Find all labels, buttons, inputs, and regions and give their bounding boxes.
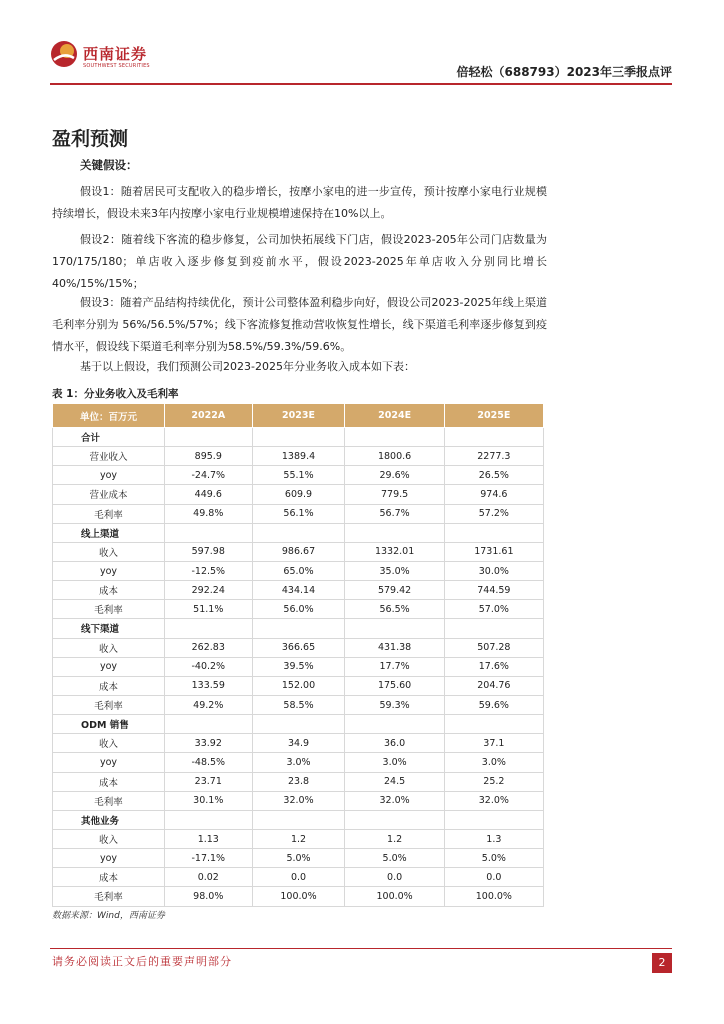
table-row [53,868,544,887]
table-cell [252,619,345,638]
row-label: 毛利率 [53,504,165,523]
table-cell: 56.1% [252,504,345,523]
table-cell: 39.5% [252,657,345,676]
table-cell: 3.0% [345,753,444,772]
row-label: 其他业务 [53,810,165,829]
table-cell [252,715,345,734]
table-row [53,753,544,772]
row-label: yoy [53,561,165,580]
table-row [53,600,544,619]
table-cell: 5.0% [252,849,345,868]
table-cell [165,715,253,734]
table-cell [444,428,543,447]
table-cell: 1.2 [252,829,345,848]
section-title: 盈利预测 [52,128,129,150]
table-cell: -24.7% [165,466,253,485]
table-cell: 597.98 [165,542,253,561]
table-cell [444,810,543,829]
table-row [53,485,544,504]
table-cell: 292.24 [165,581,253,600]
table-cell: 56.5% [345,600,444,619]
row-label: 成本 [53,868,165,887]
table-cell: 1.13 [165,829,253,848]
table-cell: 3.0% [252,753,345,772]
table-cell: 49.2% [165,695,253,714]
table-cell: 0.02 [165,868,253,887]
footer-divider [50,948,672,949]
table-cell: 2277.3 [444,447,543,466]
table-cell: 579.42 [345,581,444,600]
table-row [53,887,544,906]
table-cell: 3.0% [444,753,543,772]
row-label: ODM 销售 [53,715,165,734]
row-label: 营业收入 [53,447,165,466]
table-cell [252,428,345,447]
table-cell: 24.5 [345,772,444,791]
row-label: 成本 [53,581,165,600]
table-cell: 30.1% [165,791,253,810]
table-cell: 57.2% [444,504,543,523]
table-cell [345,523,444,542]
table-header-cell: 2023E [252,404,345,428]
table-group-row [53,523,544,542]
table-cell: 36.0 [345,734,444,753]
table-cell: 100.0% [252,887,345,906]
row-label: 毛利率 [53,695,165,714]
table-cell: 26.5% [444,466,543,485]
table-row [53,676,544,695]
table-cell: 32.0% [345,791,444,810]
table-cell: 744.59 [444,581,543,600]
row-label: yoy [53,849,165,868]
table-cell: 17.6% [444,657,543,676]
table-cell: -12.5% [165,561,253,580]
table-cell: 98.0% [165,887,253,906]
table-header-row [53,404,544,428]
table-row [53,561,544,580]
table-group-row [53,619,544,638]
table-cell: 0.0 [345,868,444,887]
table-cell: 25.2 [444,772,543,791]
table-cell: -17.1% [165,849,253,868]
assumption-paragraph-1: 假设1：随着居民可支配收入的稳步增长，按摩小家电的进一步宣传，预计按摩小家电行业规模持续增长，假设未来3年内按摩小家电行业规模增速保持在10%以上。 [52,185,547,220]
table-cell: 58.5% [252,695,345,714]
table-cell [165,523,253,542]
row-label: 毛利率 [53,791,165,810]
table-cell: 434.14 [252,581,345,600]
table-cell [165,810,253,829]
table-cell [165,619,253,638]
table-row [53,581,544,600]
logo-text-en: SOUTHWEST SECURITIES [83,63,150,69]
table-cell: 175.60 [345,676,444,695]
table-row [53,695,544,714]
row-label: 收入 [53,542,165,561]
table-cell: 37.1 [444,734,543,753]
table-cell: 55.1% [252,466,345,485]
company-logo [50,40,160,76]
table-cell: 609.9 [252,485,345,504]
table-row [53,447,544,466]
table-cell: 5.0% [345,849,444,868]
table-header-cell: 单位：百万元 [53,404,165,428]
table-cell [252,810,345,829]
table-cell: 0.0 [444,868,543,887]
table-cell [444,715,543,734]
table-cell: -48.5% [165,753,253,772]
row-label: yoy [53,753,165,772]
table-cell: 35.0% [345,561,444,580]
table-cell [252,523,345,542]
table-cell: 57.0% [444,600,543,619]
row-label: 线下渠道 [53,619,165,638]
table-header-cell: 2025E [444,404,543,428]
table-header-cell: 2022A [165,404,253,428]
table-cell: 895.9 [165,447,253,466]
table-cell: 1332.01 [345,542,444,561]
table-row [53,466,544,485]
table-cell: 100.0% [345,887,444,906]
summary-paragraph: 基于以上假设，我们预测公司2023-2025年分业务收入成本如下表： [80,360,415,373]
logo-mark-icon [50,40,78,68]
row-label: 成本 [53,772,165,791]
table-row [53,849,544,868]
page-number: 2 [652,953,672,973]
table-row [53,542,544,561]
report-title: 倍轻松（688793）2023年三季报点评 [456,65,672,79]
table-cell: 32.0% [252,791,345,810]
table-cell: 1731.61 [444,542,543,561]
table-cell: 507.28 [444,638,543,657]
table-header-cell: 2024E [345,404,444,428]
table-cell: 1.3 [444,829,543,848]
row-label: yoy [53,657,165,676]
revenue-table [52,403,544,907]
table-cell [345,428,444,447]
data-source-note: 数据来源：Wind，西南证券 [52,911,165,921]
row-label: 营业成本 [53,485,165,504]
table-cell: 986.67 [252,542,345,561]
table-group-row [53,715,544,734]
table-cell: 34.9 [252,734,345,753]
table-cell: 133.59 [165,676,253,695]
table-row [53,657,544,676]
table-cell [345,619,444,638]
table-title: 表 1：分业务收入及毛利率 [52,388,179,400]
table-cell: 431.38 [345,638,444,657]
header-divider [50,83,672,85]
row-label: 线上渠道 [53,523,165,542]
table-cell: 449.6 [165,485,253,504]
table-cell [345,715,444,734]
table-cell: 56.7% [345,504,444,523]
row-label: yoy [53,466,165,485]
logo-text-cn: 西南证券 [83,45,148,63]
table-cell: 51.1% [165,600,253,619]
row-label: 毛利率 [53,600,165,619]
table-cell: 17.7% [345,657,444,676]
table-cell [444,523,543,542]
table-cell: 779.5 [345,485,444,504]
key-assumptions-label: 关键假设： [80,158,138,172]
table-row [53,734,544,753]
table-row [53,829,544,848]
table-row [53,504,544,523]
row-label: 成本 [53,676,165,695]
table-group-row [53,810,544,829]
table-cell [345,810,444,829]
row-label: 收入 [53,734,165,753]
table-cell: 1389.4 [252,447,345,466]
table-cell: -40.2% [165,657,253,676]
assumption-paragraph-2: 假设2：随着线下客流的稳步修复，公司加快拓展线下门店，假设2023-205年公司门店数量为170/175/180；单店收入逐步修复到疫前水平，假设2023-2025年单店收入分别同比增长40%/15%/15%； [52,233,547,290]
table-cell: 974.6 [444,485,543,504]
table-cell: 59.3% [345,695,444,714]
table-group-row [53,428,544,447]
table-cell: 30.0% [444,561,543,580]
table-cell: 65.0% [252,561,345,580]
table-cell: 152.00 [252,676,345,695]
table-cell: 5.0% [444,849,543,868]
table-cell: 100.0% [444,887,543,906]
table-cell: 366.65 [252,638,345,657]
table-cell: 23.8 [252,772,345,791]
row-label: 收入 [53,829,165,848]
assumption-paragraph-3: 假设3：随着产品结构持续优化，预计公司整体盈利稳步向好，假设公司2023-2025年线上渠道毛利率分别为 56%/56.5%/57%；线下客流修复推动营收恢复性增长，线下渠道毛利率逐步修复到疫情水平，假设线下渠道毛利率分别为58.5%/59.3%/59.6%。 [52,296,547,353]
table-cell: 23.71 [165,772,253,791]
table-cell [165,428,253,447]
row-label: 毛利率 [53,887,165,906]
table-cell: 29.6% [345,466,444,485]
row-label: 收入 [53,638,165,657]
table-row [53,791,544,810]
table-row [53,772,544,791]
footer-disclaimer: 请务必阅读正文后的重要声明部分 [52,955,232,968]
table-cell: 49.8% [165,504,253,523]
table-row [53,638,544,657]
table-cell [444,619,543,638]
table-cell: 1.2 [345,829,444,848]
table-cell: 1800.6 [345,447,444,466]
table-cell: 33.92 [165,734,253,753]
table-cell: 56.0% [252,600,345,619]
table-cell: 0.0 [252,868,345,887]
row-label: 合计 [53,428,165,447]
table-cell: 59.6% [444,695,543,714]
table-cell: 262.83 [165,638,253,657]
table-cell: 32.0% [444,791,543,810]
table-cell: 204.76 [444,676,543,695]
